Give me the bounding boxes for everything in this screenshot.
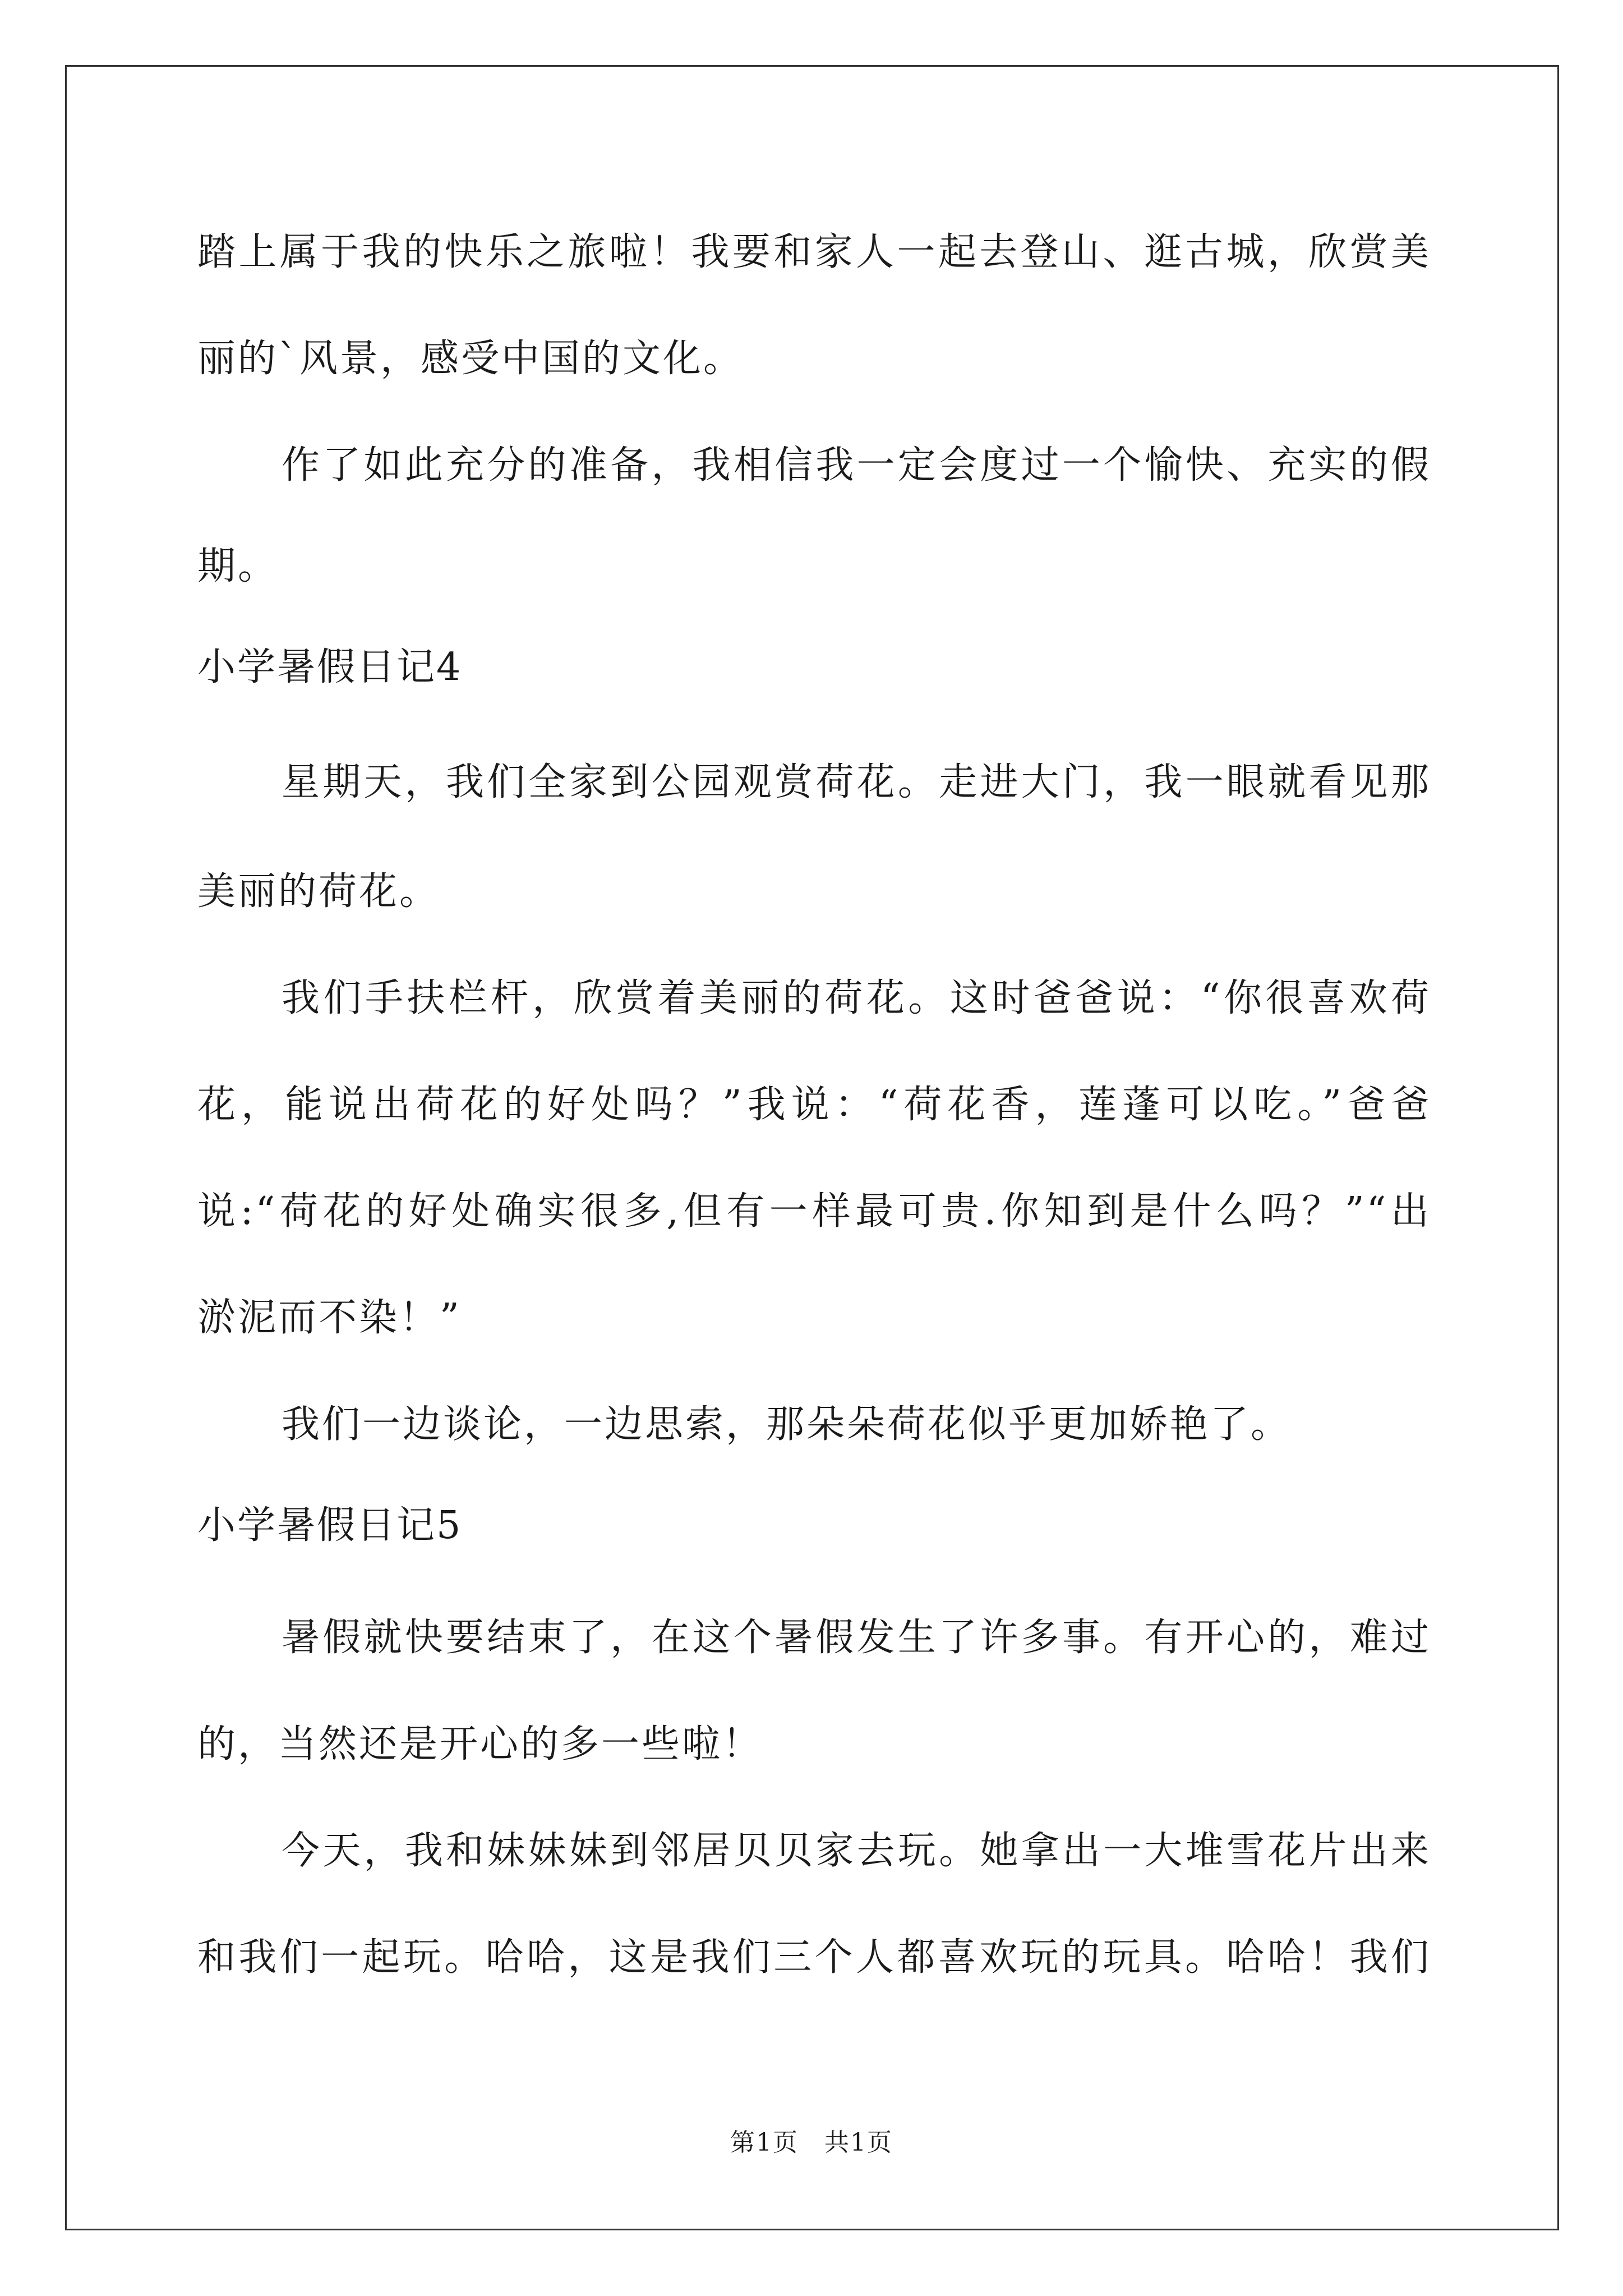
section-heading: 小学暑假日记4	[197, 645, 463, 689]
section-heading: 小学暑假日记5	[197, 1503, 463, 1548]
text-line: 淤泥而不染！”	[197, 1296, 462, 1340]
text-line: 和我们一起玩。哈哈，这是我们三个人都喜欢玩的玩具。哈哈！我们	[197, 1935, 1431, 1980]
paragraph-line: 我们一边谈论，一边思索，那朵朵荷花似乎更加娇艳了。	[282, 1402, 1292, 1447]
text-line: 期。	[197, 544, 279, 588]
text-line: 花，能说出荷花的好处吗？”我说：“荷花香，莲蓬可以吃。”爸爸	[197, 1083, 1431, 1127]
text-line: 说:“荷花的好处确实很多,但有一样最可贵.你知到是什么吗？”“出	[197, 1189, 1431, 1234]
paragraph-line: 暑假就快要结束了，在这个暑假发生了许多事。有开心的，难过	[282, 1616, 1431, 1660]
paragraph-line: 作了如此充分的准备，我相信我一定会度过一个愉快、充实的假	[282, 443, 1431, 487]
paragraph-line: 星期天，我们全家到公园观赏荷花。走进大门，我一眼就看见那	[282, 760, 1431, 804]
page-number: 第1页 共1页	[730, 2128, 893, 2157]
text-line: 的，当然还是开心的多一些啦！	[197, 1722, 763, 1766]
page-border	[65, 65, 1559, 2230]
paragraph-line: 我们手扶栏杆，欣赏着美丽的荷花。这时爸爸说：“你很喜欢荷	[282, 976, 1431, 1020]
text-line: 美丽的荷花。	[197, 869, 440, 914]
text-line: 踏上属于我的快乐之旅啦！我要和家人一起去登山、逛古城，欣赏美	[197, 230, 1431, 274]
paragraph-line: 今天，我和妹妹妹到邻居贝贝家去玩。她拿出一大堆雪花片出来	[282, 1829, 1431, 1873]
text-line: 丽的`风景，感受中国的文化。	[197, 337, 744, 381]
